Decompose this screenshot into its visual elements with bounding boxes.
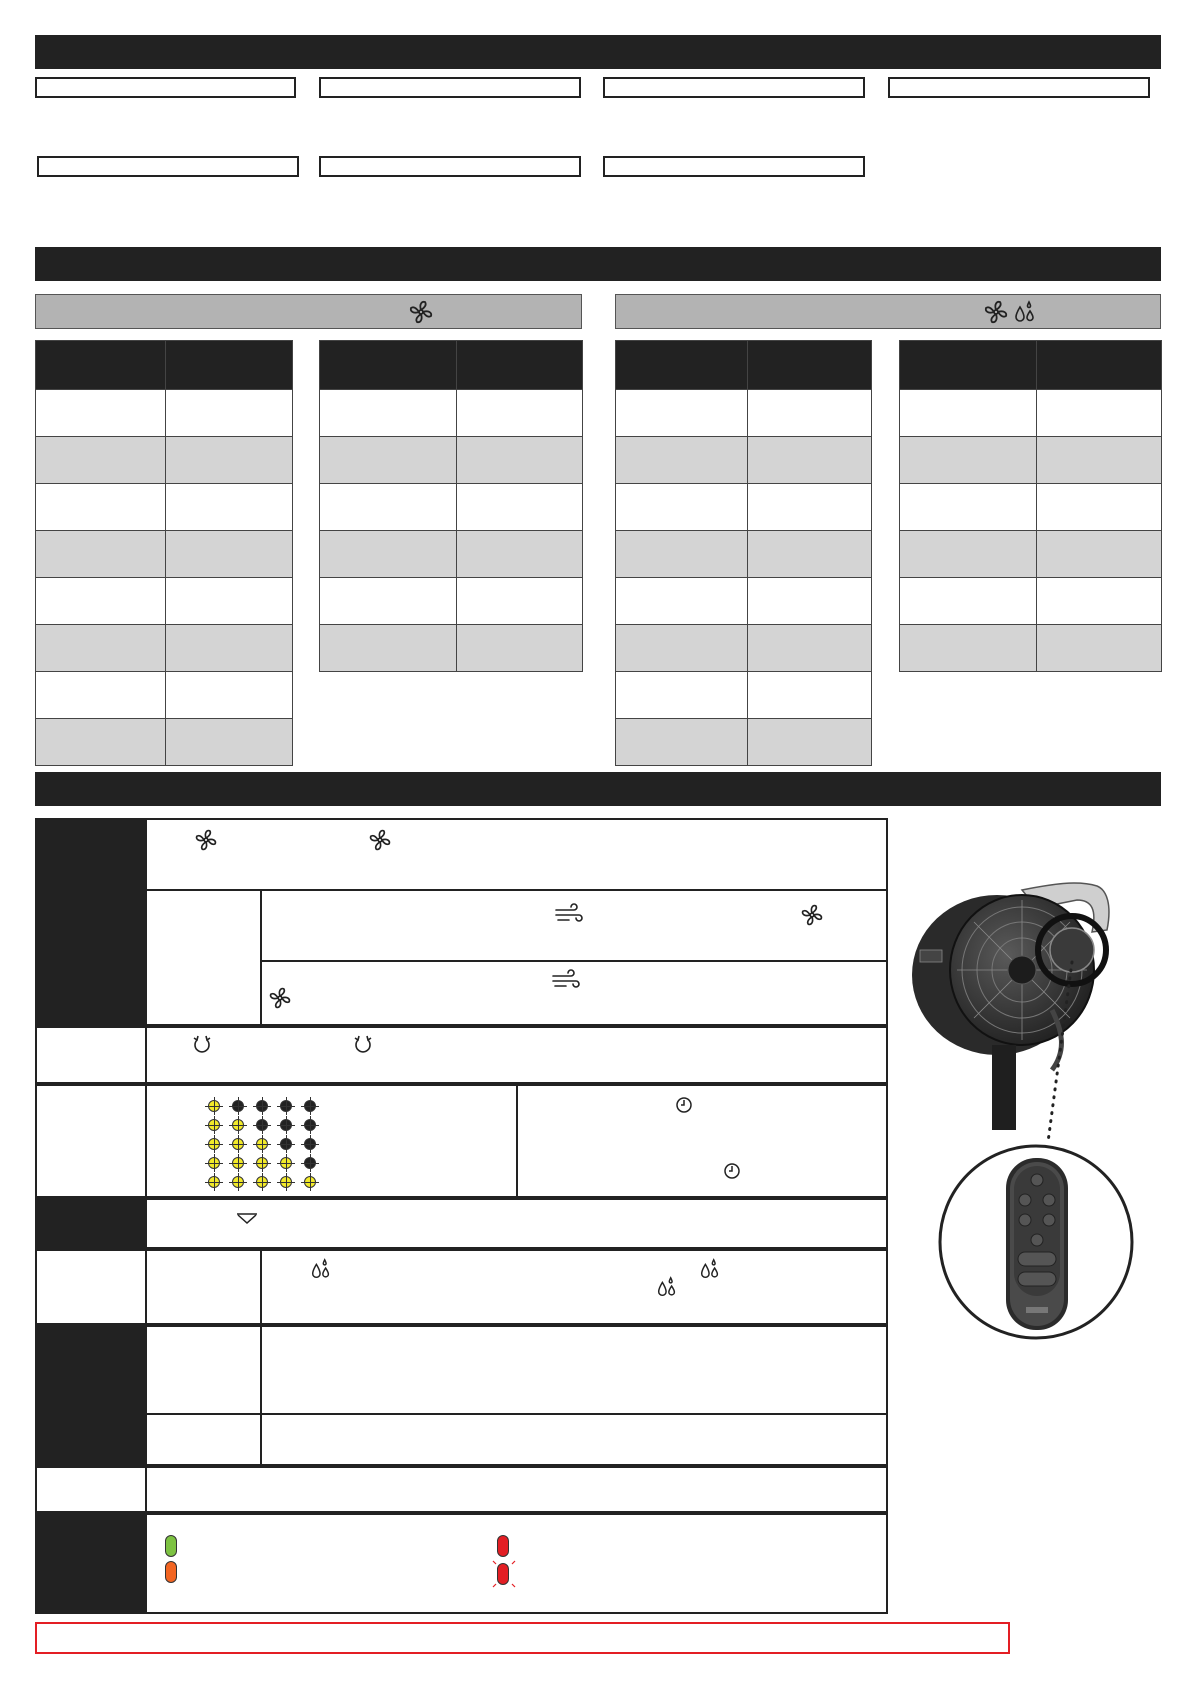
timer-led-on [280,1157,292,1169]
timer-led-on [232,1157,244,1169]
fan-mode-bar [35,294,582,329]
mist-drops-icon [698,1257,722,1281]
table-row [36,390,293,437]
table-header-cell [1037,341,1162,390]
table-header-cell [166,341,293,390]
timer-led-off [304,1100,316,1112]
timer-led-off [304,1138,316,1150]
feature-label-indicators [35,1513,147,1614]
table-row [616,672,872,719]
table-row [320,484,583,531]
mist-drops-icon [655,1275,679,1299]
oscillate-icon [353,1034,373,1054]
table-row [900,437,1162,484]
feature-label-misc [35,1466,147,1513]
fan-submode-2-cell [260,960,888,1026]
timer-led-off [280,1138,292,1150]
wind-icon [551,969,581,993]
timer-led-on [232,1138,244,1150]
table-header-cell [36,341,166,390]
table-row [900,578,1162,625]
mist-submode-label-cell [145,1249,262,1325]
fan-submode-label-cell [145,889,262,1026]
table-row [36,719,293,766]
green-led-indicator [165,1535,177,1557]
table-row [36,437,293,484]
table-row [616,484,872,531]
table-row [616,578,872,625]
table-row [36,578,293,625]
label-box-6 [319,156,581,177]
fan-speed-table-2 [319,340,583,672]
table-row [900,531,1162,578]
fan-icon [268,986,292,1010]
table-row [320,625,583,672]
timer-led-off [256,1119,268,1131]
feature-label-timer [35,1084,147,1198]
fan-icon [800,903,824,927]
indicator-description-cell [145,1513,888,1614]
timer-led-off [304,1157,316,1169]
label-box-5 [37,156,299,177]
table-row [616,625,872,672]
timer-led-on [280,1176,292,1188]
chevron-down-icon [236,1212,258,1226]
mist-mode-bar [615,294,1161,329]
timer-led-on [208,1119,220,1131]
table-row [36,672,293,719]
mist-drops-icon [1012,299,1038,325]
feature-label-fan [35,818,147,1026]
mist-speed-table-1 [615,340,872,766]
warning-note-box [35,1622,1010,1654]
oscillate-icon [192,1034,212,1054]
table-row [320,531,583,578]
timer-led-on [256,1176,268,1188]
timer-led-on [304,1176,316,1188]
fan-icon [194,828,218,852]
fan-icon [983,299,1009,325]
table-row [320,437,583,484]
timer-led-off [280,1119,292,1131]
table-row [320,390,583,437]
leader-line [1040,960,1080,1145]
feature-label-oscillate [35,1026,147,1084]
table-row [320,578,583,625]
section-header-3 [35,772,1161,806]
wind-icon [554,903,584,927]
fan-icon [368,828,392,852]
timer-description-cell [516,1084,888,1198]
feature-label-mist [35,1249,147,1325]
timer-clock-icon [723,1162,741,1180]
table-header-cell [900,341,1037,390]
label-box-1 [35,77,296,98]
timer-led-on [232,1176,244,1188]
table-row [900,390,1162,437]
timer-led-off [232,1100,244,1112]
timer-grid-cell [145,1084,518,1198]
timer-led-on [208,1157,220,1169]
oscillate-description-cell [145,1026,888,1084]
orange-led-indicator [165,1561,177,1583]
timer-led-grid [208,1100,328,1190]
label-box-2 [319,77,581,98]
table-row [616,531,872,578]
label-box-7 [603,156,865,177]
fan-speed-table-1 [35,340,293,766]
tank-submode-2-label [145,1413,262,1466]
tank-submode-1-label [145,1325,262,1415]
table-header-cell [616,341,748,390]
table-row [616,390,872,437]
table-row [36,484,293,531]
mist-drops-icon [309,1257,333,1281]
timer-led-on [256,1138,268,1150]
flash-rays-icon [491,1557,517,1591]
fan-submode-1-cell [260,889,888,962]
fan-icon [408,299,434,325]
tank-submode-2-description [260,1413,888,1466]
timer-led-off [304,1119,316,1131]
timer-led-off [280,1100,292,1112]
table-row [616,437,872,484]
timer-led-on [208,1100,220,1112]
feature-label-tilt [35,1198,147,1249]
mist-speed-table-2 [899,340,1162,672]
fan-head-illustration [902,870,1142,1130]
table-header-cell [748,341,872,390]
table-header-cell [457,341,583,390]
table-header-cell [320,341,457,390]
timer-clock-icon [675,1096,693,1114]
timer-led-on [208,1138,220,1150]
timer-led-on [208,1176,220,1188]
table-row [616,719,872,766]
table-row [36,531,293,578]
table-row [900,484,1162,531]
misc-description-cell [145,1466,888,1513]
timer-led-on [256,1157,268,1169]
table-row [36,625,293,672]
timer-led-off [256,1100,268,1112]
mist-description-cell [260,1249,888,1325]
section-header-1 [35,35,1161,69]
label-box-3 [603,77,865,98]
remote-control-illustration [936,1142,1136,1342]
section-header-2 [35,247,1161,281]
tank-submode-1-description [260,1325,888,1415]
feature-label-tank [35,1325,147,1466]
label-box-4 [888,77,1150,98]
timer-led-on [232,1119,244,1131]
red-led-indicator [497,1535,509,1557]
tilt-description-cell [145,1198,888,1249]
fan-description-cell [145,818,888,891]
table-row [900,625,1162,672]
